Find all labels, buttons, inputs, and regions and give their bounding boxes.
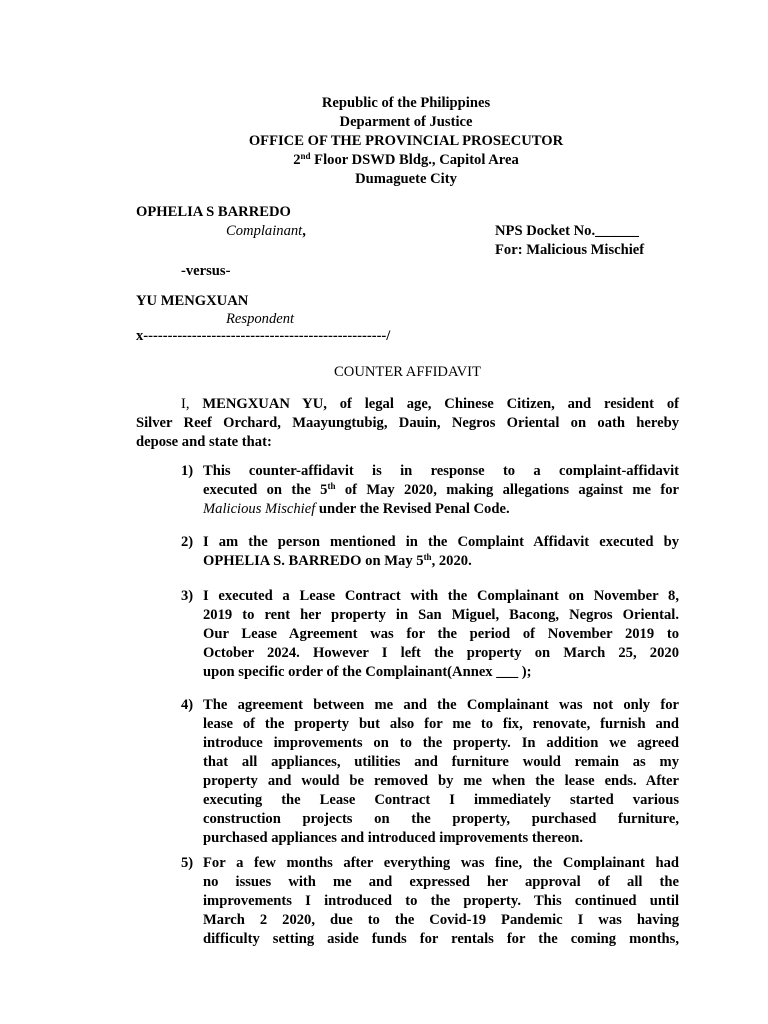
paragraph-3	[203, 587, 679, 682]
paragraph-line: I executed a Lease Contract with the Complainant on November 8,	[203, 588, 679, 604]
caption-separator: x--------------------------------------------------/	[136, 328, 391, 344]
header-republic: Republic of the Philippines	[321, 95, 491, 111]
complainant-name: OPHELIA S BARREDO	[136, 204, 291, 220]
paragraph-text: OPHELIA S. BARREDO on May 5	[203, 553, 424, 569]
intro-line: Silver Reef Orchard, Maayungtubig, Dauin, Negros Oriental on oath hereby	[136, 415, 679, 431]
paragraph-number: 2)	[181, 534, 194, 550]
header-department: Deparment of Justice	[339, 114, 473, 130]
paragraph-text: of May 2020, making allegations against me for	[335, 482, 679, 498]
intro-paragraph	[136, 395, 679, 452]
intro-line	[136, 395, 679, 414]
paragraph-line: improvements I introduced to the property. This continued until	[203, 893, 679, 909]
header-floor-suffix: nd	[300, 151, 311, 161]
respondent-role: Respondent	[226, 311, 295, 327]
paragraph-line: difficulty setting aside funds for rentals for the coming months,	[203, 931, 679, 947]
complainant-role	[226, 222, 306, 241]
intro-line: depose and state that:	[136, 434, 272, 450]
paragraph-line: March 2 2020, due to the Covid-19 Pandemic I was having	[203, 912, 679, 928]
paragraph-line: upon specific order of the Complainant(Annex ___ );	[203, 664, 532, 680]
paragraph-line: This counter-affidavit is in response to a complaint-affidavit	[203, 463, 679, 479]
paragraph-line: no issues with me and expressed her approval of all the	[203, 874, 679, 890]
case-charge: For: Malicious Mischief	[495, 242, 645, 258]
paragraph-line: that all appliances, utilities and furniture would remain as my	[203, 754, 679, 770]
paragraph-line	[203, 481, 679, 500]
paragraph-line: 2019 to rent her property in San Miguel, Bacong, Negros Oriental.	[203, 607, 679, 623]
document-title: COUNTER AFFIDAVIT	[334, 364, 481, 380]
complainant-role-comma: ,	[302, 223, 306, 239]
header-city: Dumaguete City	[355, 171, 457, 187]
ordinal-suffix: th	[327, 481, 336, 491]
paragraph-line: October 2024. However I left the property on March 25, 2020	[203, 645, 679, 661]
paragraph-line: executing the Lease Contract I immediately started various	[203, 792, 679, 808]
complainant-role-label: Complainant	[226, 223, 303, 239]
paragraph-line: introduce improvements on to the property. In addition we agreed	[203, 735, 679, 751]
paragraph-line	[203, 552, 679, 571]
paragraph-1	[203, 462, 679, 519]
intro-line-rest: , of legal age, Chinese Citizen, and resident of	[323, 396, 679, 412]
respondent-name: YU MENGXUAN	[136, 293, 249, 309]
nps-docket: NPS Docket No.______	[495, 223, 639, 239]
paragraph-text: , 2020.	[431, 553, 472, 569]
paragraph-4	[203, 696, 679, 848]
paragraph-line: property and would be removed by me when the lease ends. After	[203, 773, 679, 789]
paragraph-number: 3)	[181, 588, 194, 604]
paragraph-text: executed on the 5	[203, 482, 328, 498]
paragraph-5	[203, 854, 679, 949]
header-address	[0, 151, 768, 170]
paragraph-2	[203, 533, 679, 571]
paragraph-line: lease of the property but also for me to fix, renovate, furnish and	[203, 716, 679, 732]
ordinal-suffix: th	[423, 552, 432, 562]
paragraph-number: 5)	[181, 855, 194, 871]
paragraph-text: under the Revised Penal Code.	[315, 501, 510, 517]
header-floor-number: 2	[293, 152, 301, 168]
paragraph-number: 1)	[181, 463, 194, 479]
offense-name: Malicious Mischief	[203, 501, 316, 517]
affiant-name: MENGXUAN YU	[202, 396, 324, 412]
versus-label: -versus-	[181, 263, 231, 279]
paragraph-line	[203, 500, 679, 519]
paragraph-line: purchased appliances and introduced improvements thereon.	[203, 830, 584, 846]
paragraph-line: I am the person mentioned in the Complaint Affidavit executed by	[203, 534, 679, 550]
paragraph-number: 4)	[181, 697, 194, 713]
header-office: OFFICE OF THE PROVINCIAL PROSECUTOR	[248, 133, 564, 149]
intro-prefix: I,	[181, 396, 203, 412]
paragraph-line: The agreement between me and the Complainant was not only for	[203, 697, 679, 713]
header-floor-rest: Floor DSWD Bldg., Capitol Area	[310, 152, 519, 168]
paragraph-line: Our Lease Agreement was for the period of November 2019 to	[203, 626, 679, 642]
paragraph-line: construction projects on the property, purchased furniture,	[203, 811, 679, 827]
paragraph-line: For a few months after everything was fine, the Complainant had	[203, 855, 679, 871]
